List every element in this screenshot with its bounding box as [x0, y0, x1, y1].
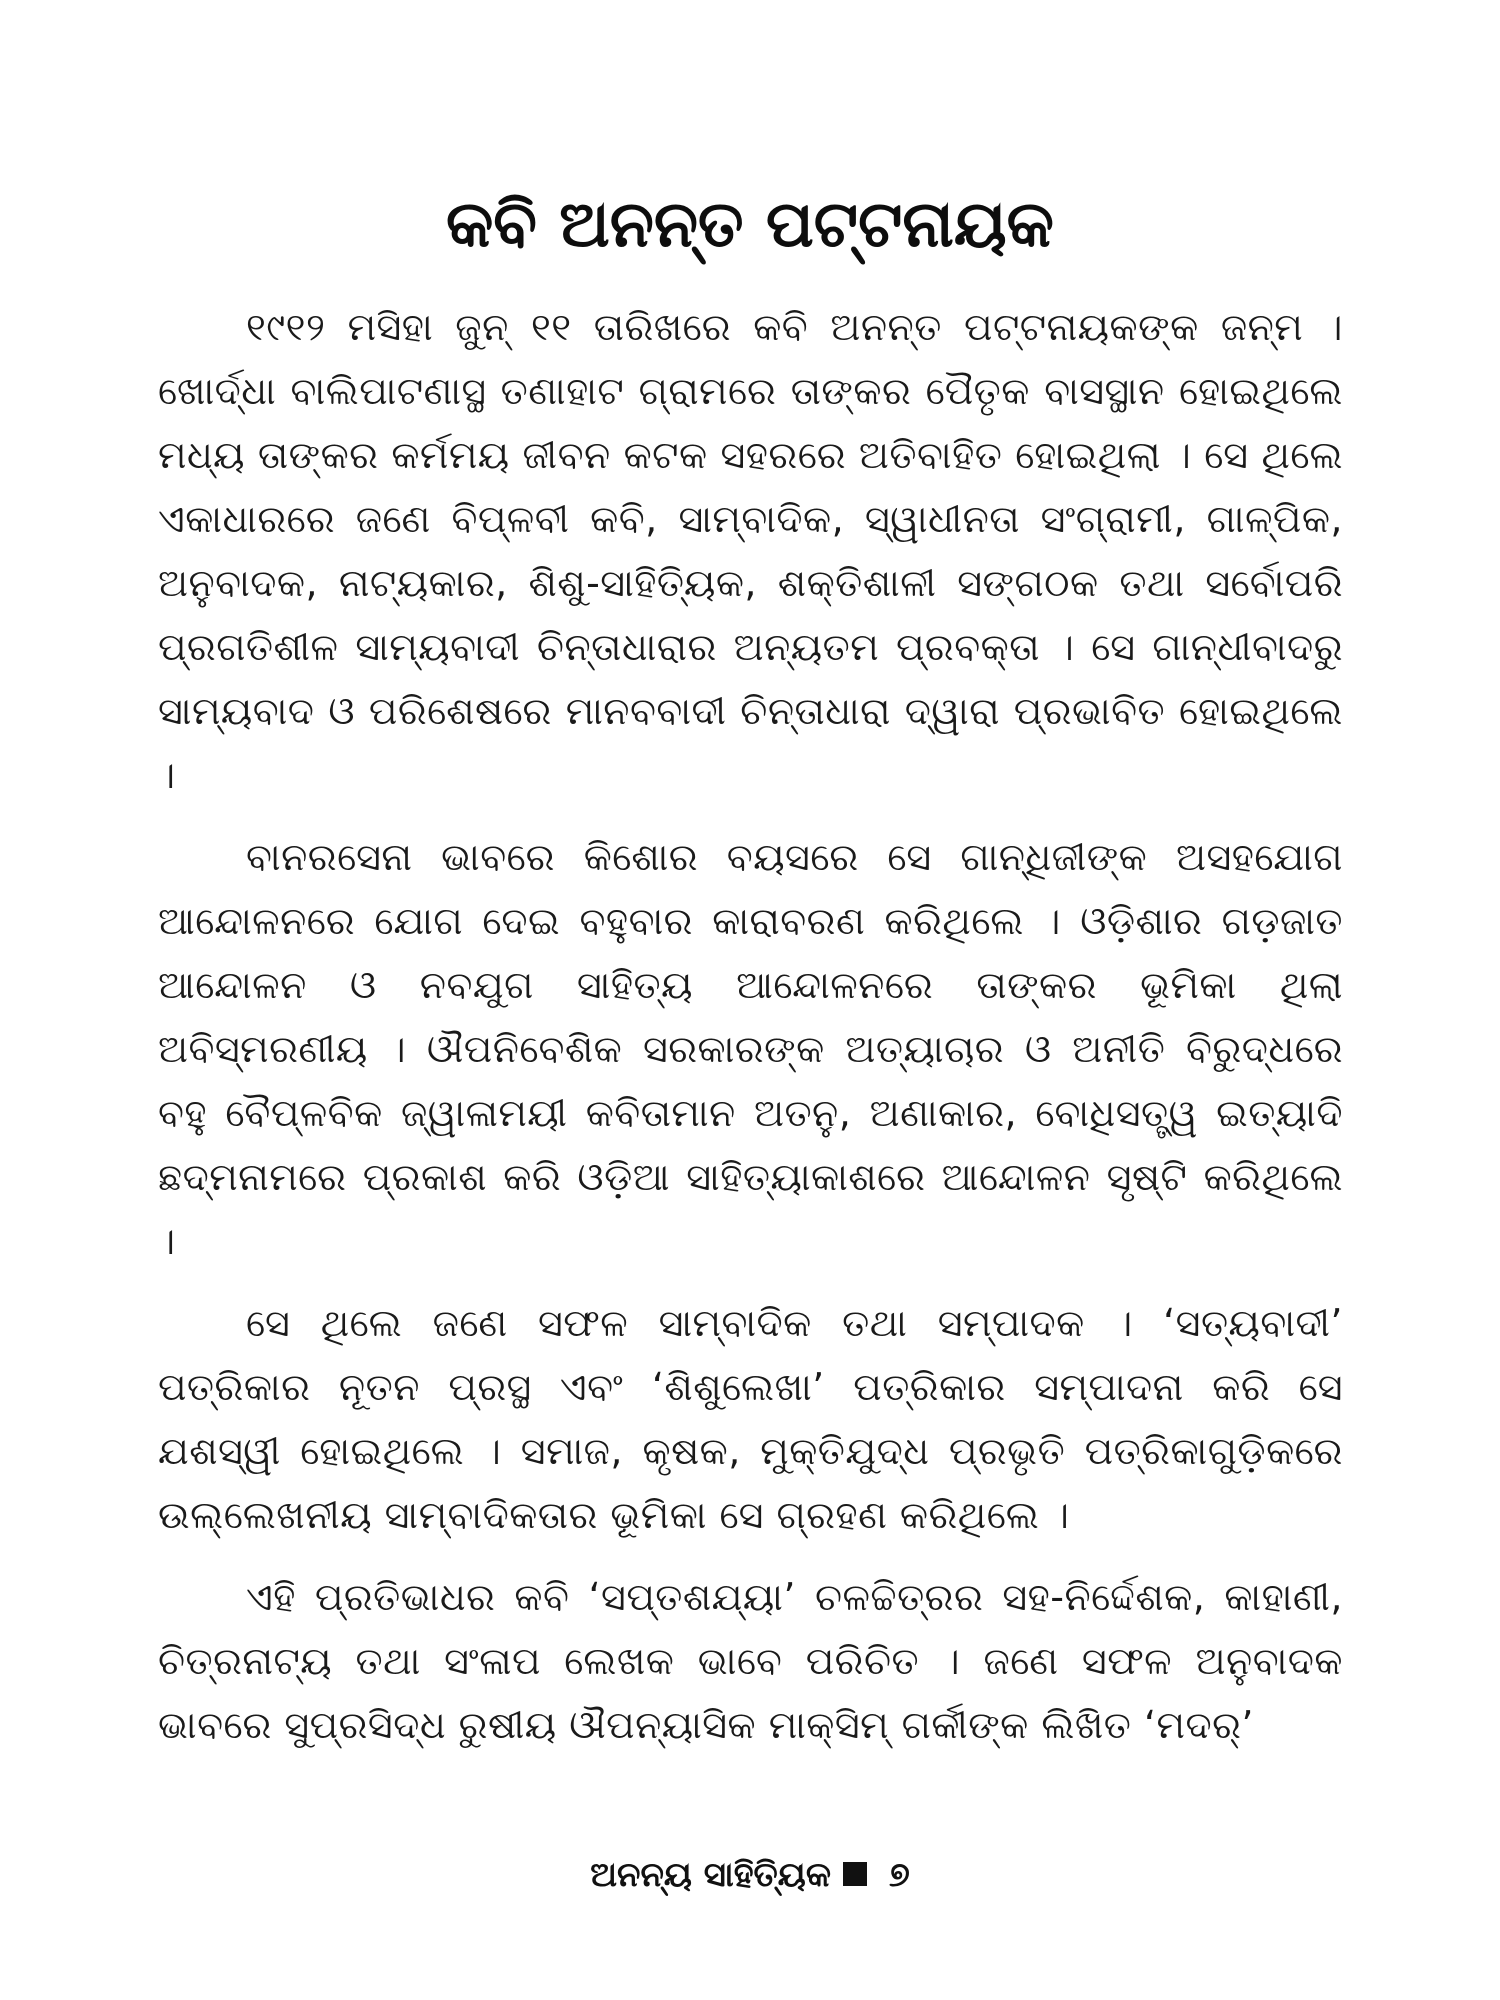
- paragraph-4: ଏହି ପ୍ରତିଭାଧର କବି ‘ସପ୍ତଶଯ୍ୟା’ ଚଳଚ୍ଚିତ୍ରର ସହ-ନିର୍ଦ୍ଦେଶକ, କାହାଣୀ, ଚିତ୍ରନାଟ୍ୟ ତଥା ସଂଳାପ ଲେଖକ ଭାବେ ପରିଚିତ । ଜଣେ ସଫଳ ଅନୁବାଦକ ଭାବରେ ସୁପ୍ରସିଦ୍ଧ ରୁଷୀୟ ଔପନ୍ୟାସିକ ମାକ୍ସିମ୍ ଗର୍କୀଙ୍କ ଲିଖିତ ‘ମଦର୍’: [158, 1575, 1343, 1747]
- footer-book-title: ଅନନ୍ୟ ସାହିତ୍ୟିକ: [590, 1855, 831, 1895]
- paragraph-2: ବାନରସେନା ଭାବରେ କିଶୋର ବୟସରେ ସେ ଗାନ୍ଧିଜୀଙ୍କ ଅସହଯୋଗ ଆନ୍ଦୋଳନରେ ଯୋଗ ଦେଇ ବହୁବାର କାରାବରଣ କରିଥିଲେ । ଓଡ଼ିଶାର ଗଡ଼ଜାତ ଆନ୍ଦୋଳନ ଓ ନବଯୁଗ ସାହିତ୍ୟ ଆନ୍ଦୋଳନରେ ତାଙ୍କର ଭୂମିକା ଥିଲା ଅବିସ୍ମରଣୀୟ । ଔପନିବେଶିକ ସରକାରଙ୍କ ଅତ୍ୟାଚାର ଓ ଅନୀତି ବିରୁଦ୍ଧରେ ବହୁ ବୈପ୍ଳବିକ ଜ୍ୱାଳାମୟୀ କବିତାମାନ ଅତନୁ, ଅଣାକାର, ବୋଧିସତ୍ତ୍ୱ ଇତ୍ୟାଦି ଛଦ୍ମନାମରେ ପ୍ରକାଶ କରି ଓଡ଼ିଆ ସାହିତ୍ୟାକାଶରେ ଆନ୍ଦୋଳନ ସୃଷ୍ଟି କରିଥିଲେ ।: [158, 835, 1343, 1263]
- paragraph-3: ସେ ଥିଲେ ଜଣେ ସଫଳ ସାମ୍ବାଦିକ ତଥା ସମ୍ପାଦକ । ‘ସତ୍ୟବାଦୀ’ ପତ୍ରିକାର ନୂତନ ପ୍ରସ୍ଥ ଏବଂ ‘ଶିଶୁଲେଖା’ ପତ୍ରିକାର ସମ୍ପାଦନା କରି ସେ ଯଶସ୍ୱୀ ହୋଇଥିଲେ । ସମାଜ, କୃଷକ, ମୁକ୍ତିଯୁଦ୍ଧ ପ୍ରଭୃତି ପତ୍ରିକାଗୁଡ଼ିକରେ ଉଲ୍ଲେଖନୀୟ ସାମ୍ବାଦିକତାର ଭୂମିକା ସେ ଗ୍ରହଣ କରିଥିଲେ ।: [158, 1301, 1343, 1537]
- page-footer: [0, 1850, 1500, 1900]
- paragraph-1: ୧୯୧୨ ମସିହା ଜୁନ୍ ୧୧ ତାରିଖରେ କବି ଅନନ୍ତ ପଟ୍ଟନାୟକଙ୍କ ଜନ୍ମ । ଖୋର୍ଦ୍ଧା ବାଲିପାଟଣାସ୍ଥ ତଣାହାଟ ଗ୍ରାମରେ ତାଙ୍କର ପୈତୃକ ବାସସ୍ଥାନ ହୋଇଥିଲେ ମଧ୍ୟ ତାଙ୍କର କର୍ମମୟ ଜୀବନ କଟକ ସହରରେ ଅତିବାହିତ ହୋଇଥିଲା । ସେ ଥିଲେ ଏକାଧାରରେ ଜଣେ ବିପ୍ଳବୀ କବି, ସାମ୍ବାଦିକ, ସ୍ୱାଧୀନତା ସଂଗ୍ରାମୀ, ଗାଳ୍ପିକ, ଅନୁବାଦକ, ନାଟ୍ୟକାର, ଶିଶୁ-ସାହିତ୍ୟିକ, ଶକ୍ତିଶାଳୀ ସଙ୍ଗଠକ ତଥା ସର୍ବୋପରି ପ୍ରଗତିଶୀଳ ସାମ୍ୟବାଦୀ ଚିନ୍ତାଧାରାର ଅନ୍ୟତମ ପ୍ରବକ୍ତା । ସେ ଗାନ୍ଧୀବାଦରୁ ସାମ୍ୟବାଦ ଓ ପରିଶେଷରେ ମାନବବାଦୀ ଚିନ୍ତାଧାରା ଦ୍ୱାରା ପ୍ରଭାବିତ ହୋଇଥିଲେ ।: [158, 305, 1343, 797]
- page-number: ୭: [888, 1855, 910, 1895]
- square-separator-icon: [843, 1862, 867, 1886]
- page-title: କବି ଅନନ୍ତ ପଟ୍ଟନାୟକ: [446, 188, 1054, 262]
- body-text: [158, 295, 1343, 1775]
